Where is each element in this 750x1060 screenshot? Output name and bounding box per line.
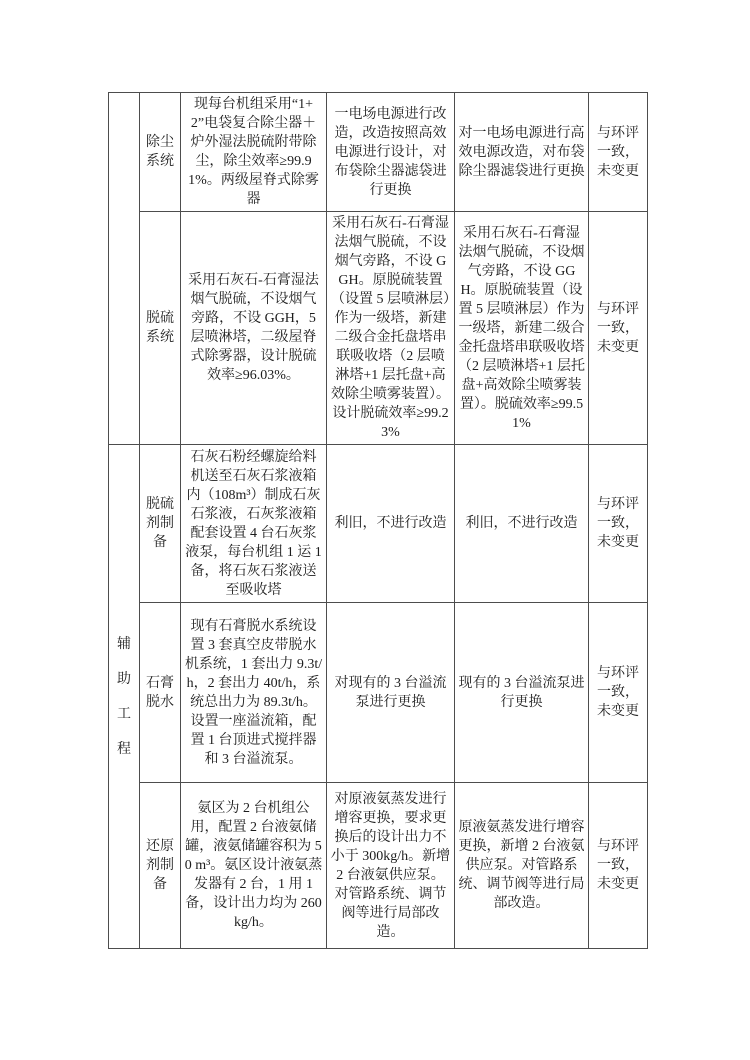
desulfurization-system-original-design-text: 采用石灰石-石膏湿法烟气脱硫，不设烟气旁路，不设 GGH，5 层喷淋塔，二级屋脊式除雾器，设计脱硫效率≥96.03%。	[188, 273, 319, 383]
dust-system-label-text: 除尘系统	[146, 135, 174, 169]
desulfurizer-preparation-planned-change	[327, 445, 455, 603]
gypsum-dewatering-status-text: 与环评一致，未变更	[597, 666, 639, 719]
gypsum-dewatering-label-text: 石膏脱水	[146, 675, 174, 710]
reductant-preparation-status-text: 与环评一致，未变更	[597, 839, 639, 892]
desulfurizer-preparation-actual-change	[455, 445, 589, 603]
desulfurizer-preparation-original-design	[181, 445, 327, 603]
desulfurizer-preparation-status	[589, 445, 648, 603]
gypsum-dewatering-actual-change-text: 现有的 3 台溢流泵进行更换	[458, 675, 585, 710]
reductant-preparation-original-design-text: 氨区为 2 台机组公用，配置 2 台液氨储罐，液氨储罐容积为 50 m³。氨区设计液氨蒸发器有 2 台，1 用 1 备，设计出力均为 260kg/h。	[184, 801, 323, 930]
gypsum-dewatering-planned-change-text: 对现有的 3 台溢流泵进行更换	[334, 675, 447, 710]
group-cell-auxiliary-works	[109, 445, 140, 949]
reductant-preparation-label-text: 还原剂制备	[146, 839, 174, 892]
table-row-gypsum-dewatering	[109, 603, 648, 783]
dust-system-actual-change	[455, 93, 589, 212]
gypsum-dewatering-original-design-text: 现有石膏脱水系统设置 3 套真空皮带脱水机系统，1 套出力 9.3t/h，2 套出力 40t/h，系统总出力为 89.3t/h。设置一座溢流箱，配置 1 台顶进式搅拌器和 3 台溢流泵。	[184, 618, 323, 767]
desulfurizer-preparation-label-text: 脱硫剂制备	[146, 497, 174, 550]
group-cell-empty	[109, 93, 140, 445]
desulfurization-system-label	[140, 212, 181, 445]
dust-system-actual-change-text: 对一电场电源进行高效电源改造，对布袋除尘器滤袋进行更换	[458, 125, 585, 179]
desulfurization-system-planned-change	[327, 212, 455, 445]
gypsum-dewatering-planned-change	[327, 603, 455, 783]
dust-system-label	[140, 93, 181, 212]
desulfurization-system-actual-change-text: 采用石灰石-石膏湿法烟气脱硫，不设烟气旁路，不设 GGH。原脱硫装置（设置 5 层喷淋层）作为一级塔，新建二级合金托盘塔串联吸收塔（2 层喷淋塔+1 层托盘+高效除尘喷雾装置）。脱硫效率≥99.51%	[458, 225, 585, 431]
reductant-preparation-label	[140, 783, 181, 949]
desulfurizer-preparation-planned-change-text: 利旧，不进行改造	[334, 516, 447, 531]
table-row-desulfurization-system	[109, 212, 648, 445]
desulfurization-system-actual-change	[455, 212, 589, 445]
desulfurization-system-status-text: 与环评一致，未变更	[597, 301, 639, 355]
dust-system-status-text: 与环评一致，未变更	[597, 125, 639, 179]
dust-system-original-design-text: 现每台机组采用“1+2”电袋复合除尘器＋炉外湿法脱硫附带除尘，除尘效率≥99.91%。两级屋脊式除雾器	[188, 97, 319, 207]
dust-system-planned-change-text: 一电场电源进行改造，改造按照高效电源进行设计，对布袋除尘器滤袋进行更换	[334, 106, 447, 198]
gypsum-dewatering-actual-change	[455, 603, 589, 783]
desulfurization-system-original-design	[181, 212, 327, 445]
gypsum-dewatering-original-design	[181, 603, 327, 783]
comparison-table	[108, 92, 648, 949]
gypsum-dewatering-label	[140, 603, 181, 783]
desulfurizer-preparation-actual-change-text: 利旧，不进行改造	[465, 516, 578, 531]
table-row-dust-system	[109, 93, 648, 212]
reductant-preparation-actual-change-text: 原液氨蒸发进行增容更换，新增 2 台液氨供应泵。对管路系统、调节阀等进行局部改造。	[458, 820, 585, 911]
desulfurizer-preparation-label	[140, 445, 181, 603]
reductant-preparation-status	[589, 783, 648, 949]
table-row-desulfurizer-preparation	[109, 445, 648, 603]
table-row-reductant-preparation	[109, 783, 648, 949]
reductant-preparation-original-design	[181, 783, 327, 949]
desulfurizer-preparation-original-design-text: 石灰石粉经螺旋给料机送至石灰石浆液箱内（108m³）制成石灰石浆液，石灰浆液箱配套设置 4 台石灰浆液泵，每台机组 1 运 1 备，将石灰石浆液送至吸收塔	[185, 449, 322, 598]
desulfurization-system-status	[589, 212, 648, 445]
desulfurizer-preparation-status-text: 与环评一致，未变更	[597, 497, 639, 550]
dust-system-original-design	[181, 93, 327, 212]
reductant-preparation-planned-change-text: 对原液氨蒸发进行增容更换，要求更换后的设计出力不小于 300kg/h。新增 2 台液氨供应泵。对管路系统、调节阀等进行局部改造。	[330, 791, 451, 940]
dust-system-status	[589, 93, 648, 212]
desulfurization-system-planned-change-text: 采用石灰石-石膏湿法烟气脱硫，不设烟气旁路，不设 GGH。原脱硫装置（设置 5 层喷淋层）作为一级塔，新建二级合金托盘塔串联吸收塔（2 层喷淋塔+1 层托盘+高效除尘喷雾装置）。设计脱硫效率≥99.23%	[331, 216, 450, 440]
reductant-preparation-planned-change	[327, 783, 455, 949]
gypsum-dewatering-status	[589, 603, 648, 783]
reductant-preparation-actual-change	[455, 783, 589, 949]
dust-system-planned-change	[327, 93, 455, 212]
desulfurization-system-label-text: 脱硫系统	[146, 311, 174, 345]
auxiliary-works-label: 辅助工程	[117, 636, 131, 757]
